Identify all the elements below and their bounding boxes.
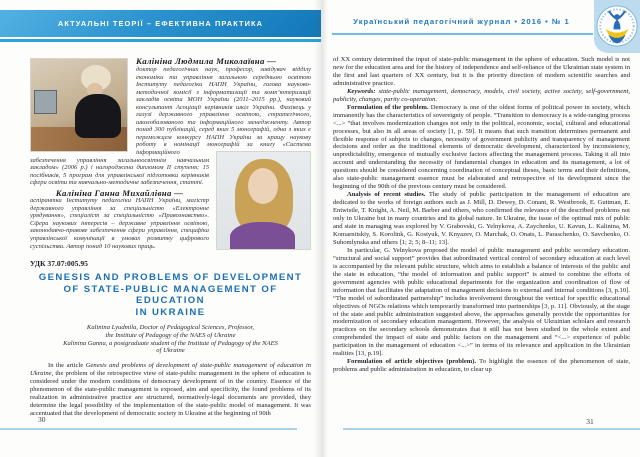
author1-name: Калініна Людмила Миколаївна —	[136, 56, 277, 66]
section-heading-article-objectives: Formulation of article objectives (problem).	[347, 358, 477, 366]
journal-logo-box	[594, 0, 640, 53]
section-heading-formulation-problem: Formulation of the problem.	[347, 103, 429, 111]
body-paragraph: In particular, G. Yelnykova proposed the model of public management and public secondary education. “structural and social support” provides that subordinated vertical control of secondary education at each level is accompanied by the relevant public structure, which aims to establish a balance of interests of the public and the state in education, “the model of information and public support” is aimed to combine the efforts of government agencies with public educational departments for the organization and coordination of flow of information that facilitates the adaptation of management decisions to external and internal conditions [3, p.10]. “The model of subordinated partnership” includes involvement throughout the vertical for specific educational objectives of NGOs relations which temporarily transformed into partnerships [3, p. 11]. Obviously, at the stage of the state and public administration suggested above, the approaches generally provide the opportunities for modernization of secondary education management. However, the analysis of Ukrainian scholars and research practices on the secondary schools demonstrates that it still has not been studied to the whole extent and comprehended the impact of state and public factors on the management and “<...> experience of public participation in the management of education <...>” in terms of its relevance and application in the Ukrainian realities [13, p.19].	[333, 246, 630, 358]
photo-torso-shape	[230, 222, 295, 250]
footer-rule-left	[0, 428, 297, 430]
authors-affiliation	[30, 324, 311, 354]
keywords-label: Keywords:	[347, 87, 376, 95]
body-paragraph: Formulation of article objectives (problem). To highlight the essence of the phenomenon of state, problems and public administration in education, to clear up	[333, 358, 630, 374]
authors-affiliation-line1: Kalinina Lyudmila, Doctor of Pedagogical Sciences, Professor,	[86, 324, 255, 332]
abstract-body: , the problem of the retrospective view of state-public management in the sphere of education is considered under the modern conditions of democracy development of in the country. Essence of the phenomenon of the state-public management is exposed, aim and specificity, the found problems of its realization in administrative practice are structured, normatively-legal documents are provided, they determine the legal possibility of the implementation of the state-public model of management. It was accentuated that the development of democratic society in Ukraine at the beginning of 90th	[30, 369, 311, 417]
header-rule	[332, 33, 593, 35]
journal-logo-icon	[596, 5, 638, 47]
body-paragraph: Formulation of the problem. Democracy is one of the oldest forms of political power in society, which immanently has the characteristics of sovereignty of people. “Transition to democracy is a wide-ranging process <...> ”that involves modernization changes not only in the political, economic, social, cultural and educational processes, but also in all areas of society [1, p. 59]. It means that such transition determines permanent and flexible response of subjects to changes, necessity of government publicity and transparency of management decisions and order as the traditional elements of democratic development, characterized by inconsistency, unpredictability, emergence of mutually exclusive factors affecting the management process. Taking it all into account and understanding the necessity of fundamental changes in education and its management, a lot of questions should be considered concerning coordination of conceptual theses, basic terms and their definitions, also state-public management essence must be elaborated and retrospective of its development since the beginning of the 90th of the previous century must be considered.	[333, 103, 630, 191]
author2-bio: аспірантка Інституту педагогіки НАПН України, магістр державного управління за спеціальністю «Електронне урядування», спеціаліст за спеціальністю «Правознавство». Сфера наукових інтересів – державне управління освітою, законодавчо-правове забезпечення сфери управління, специфіка управлінської комунікації в умовах розвитку цифрового суспільства. Автор понад 10 наукових праць.	[30, 197, 209, 250]
body-paragraph: Analysis of recent studies. The study of public participation in the management of education are dedicated to the works of foreign authors such as J. Mill, D. Dewey, D. Conant, R. Westbrook, E. Guttman, E. Entwistle, T. Knight, A. Neil, M. Barber and others, who confirmed the relevance of the described problems not only in Ukraine but in many countries and its global nature. In Ukraine, the issue of the optimal mix of public and state in managing was explored by V. Grabovski, G. Yelnykova, A. Zaychenko, U. Kavun, L. Kalinina, M. Komarnitskiy, S. Korolink, G. Kostyuk, V. Knyazev, O. Marchak, O. Onats, L. Paraschenko, O. Savchenko, O. Suhomlynska and others [1; 2; 5; 8–11; 13].	[333, 191, 631, 246]
abstract-lead: In the article	[48, 361, 86, 369]
authors-affiliation-line4: of Ukraine	[156, 347, 185, 355]
abstract-article-title: Genesis and problems of development of state-public management of education in Ukraine	[30, 361, 311, 377]
article-title	[30, 272, 311, 318]
author2-name: Калініна Ганна Михайлівна —	[55, 187, 184, 198]
author2-photo	[216, 151, 311, 250]
page-number-left: 30	[38, 415, 46, 424]
keywords-paragraph: Keywords: state-public management, democracy, models, civil society, active society, self-government, publicity, changes, parity co-operation.	[333, 87, 630, 103]
section-heading-analysis-studies: Analysis of recent studies.	[347, 191, 426, 199]
article-head-block	[30, 259, 311, 418]
abstract	[30, 362, 311, 418]
article-title-line2: OF STATE-PUBLIC MANAGEMENT OF EDUCATION	[63, 283, 278, 307]
journal-running-head: Український педагогічний журнал • 2016 • № 1	[353, 17, 570, 26]
udc-code: УДК 37.07:005.95	[30, 259, 88, 268]
photo-torso-shape	[75, 94, 121, 138]
body-paragraph: of XX century determined the input of state-public management in the sphere of education. Such model is not new for the education area and for the history of independence and self-reliance of the Ukrainian state system in the first and last quarters of XX century, but it is the priority direction of modern scientific searches and administrative practice.	[333, 56, 630, 87]
article-title-line3: IN UKRAINE	[135, 306, 206, 318]
article-body	[333, 56, 630, 374]
banner-accent-stripe	[0, 39, 321, 42]
authors-affiliation-line2: the Institute of Pedagogy of the NAES of Ukraine	[105, 331, 236, 339]
authors-affiliation-line3: Kalinina Ganna, a postgraduate student of the Institute of Pedagogy of the NAES	[63, 339, 278, 347]
authors-bio-block	[30, 56, 311, 258]
author1-photo	[30, 58, 128, 152]
photo-monitor-shape	[34, 90, 57, 114]
author1-bio-part1: доктор педагогічних наук, професор, завідувач відділу економіки та управління загальною середньою освітою Інституту педагогіки НАПН України, голова науково-методичної комісії з інформатизації та комп’ютеризації закладів освіти МОН України (2011–2015 рр.), науковий консультант Асоціації керівників шкіл України. Фахівець у галузі державного управління освітою, стратегічного, школобазованого та інформаційного менеджменту. Автор понад 300 публікацій, серед яких 5 монографій, одна з яких є переможцем конкурсу НАПН України за кращу наукову роботу в номінації монографій	[136, 66, 311, 149]
photo-face-shape	[248, 168, 278, 204]
page-gutter-shadow	[314, 0, 328, 457]
article-title-line1: GENESIS AND PROBLEMS OF DEVELOPMENT	[38, 272, 303, 283]
page-number-right: 31	[586, 417, 594, 426]
section-banner-title: АКТУАЛЬНІ ТЕОРІЇ – ЕФЕКТИВНА ПРАКТИКА	[57, 19, 264, 28]
author1-bio-part2: за книгу «Система інформаційного забезпечення управління загальноосвітнім навчальним закладом» (2006 р.) і нагороджена дипломом ІІ ступеня; 15 посібників, 5 програм для управлінської підготовки керівників сфери освіти та навчально-методичне забезпечення, статті.	[30, 141, 311, 187]
section-banner	[0, 10, 321, 37]
footer-rule-right	[343, 428, 640, 430]
